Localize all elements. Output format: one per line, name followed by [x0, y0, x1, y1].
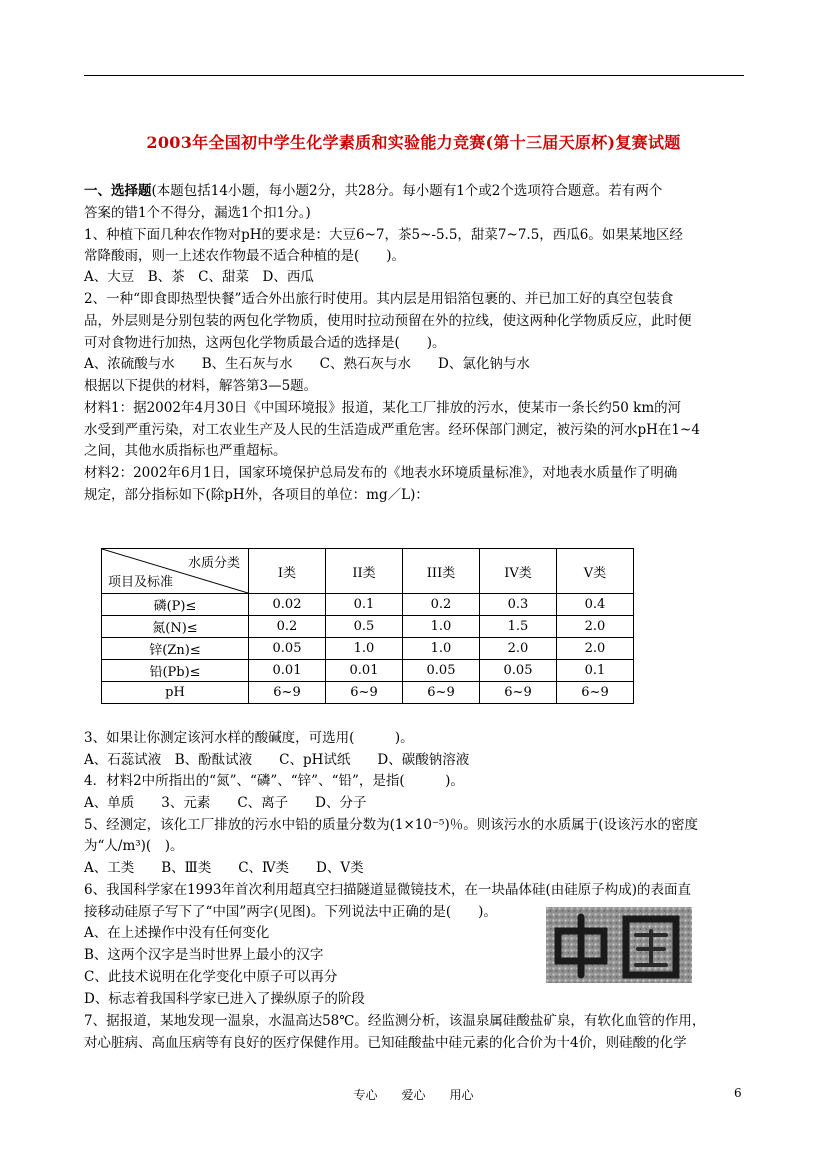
q7-line-2: 对心脏病、高血压病等有良好的医疗保健作用。已知硅酸盐中硅元素的化合价为十4价，则硅酸的化学: [84, 1035, 687, 1051]
table-cell: 0.4: [557, 594, 634, 616]
material2-line-1: 材料2：2002年6月1日，国家环境保护总局发布的《地表水环境质量标准》，对地表水质量作了明确: [84, 465, 678, 481]
table-cell: 0.2: [249, 616, 326, 638]
table-row: [102, 594, 634, 616]
table-cell: 0.05: [249, 638, 326, 660]
q1-options: A、大豆 B、茶 C、甜菜 D、西瓜: [84, 269, 314, 285]
q2-line-3: 可对食物进行加热，这两包化学物质最合适的选择是( )。: [84, 335, 446, 351]
material2-line-2: 规定，部分指标如下(除pH外，各项目的单位：mg／L)：: [84, 487, 429, 503]
section-heading: 一、选择题: [84, 183, 152, 199]
table-cell: 2.0: [557, 616, 634, 638]
table-cell: 0.5: [326, 616, 403, 638]
q7-line-1: 7、据报道，某地发现一温泉，水温高达58℃。经监测分析，该温泉属硅酸盐矿泉，有软化血管的作用，: [84, 1013, 706, 1029]
table-row: [102, 660, 634, 682]
q6-option-c: C、此技术说明在化学变化中原子可以再分: [84, 969, 338, 985]
corner-bottom-label: 项目及标准: [108, 575, 174, 590]
table-cell: 6~9: [249, 682, 326, 704]
q2-line-1: 2、一种“即食即热型快餐”适合外出旅行时使用。其内层是用铝箔包裹的、并已加工好的真空包装食: [84, 291, 674, 307]
table-cell: 0.01: [249, 660, 326, 682]
table-cell: 1.0: [403, 616, 480, 638]
page-title: 2003年全国初中学生化学素质和实验能力竞赛(第十三届天原杯)复赛试题: [146, 133, 681, 152]
q3-line-1: 3、如果让你测定该河水样的酸碱度，可选用( )。: [84, 730, 414, 746]
material-intro: 根据以下提供的材料，解答第3—5题。: [84, 378, 318, 394]
table-cell: 6~9: [557, 682, 634, 704]
table-cell: 1.0: [326, 638, 403, 660]
corner-top-label: 水质分类: [187, 556, 240, 571]
q6-option-d: D、标志着我国科学家已进入了操纵原子的阶段: [84, 991, 365, 1007]
q3-options: A、石蕊试液 B、酚酞试液 C、pH试纸 D、碳酸钠溶液: [84, 752, 470, 768]
column-header: V类: [557, 549, 634, 594]
section-intro-1: (本题包括14小题，每小题2分，共28分。每小题有1个或2个选项符合题意。若有两个: [151, 183, 663, 199]
table-cell: 1.0: [403, 638, 480, 660]
table-cell: 0.1: [326, 594, 403, 616]
material1-line-3: 之间，其他水质指标也严重超标。: [84, 443, 287, 459]
q6-line-2: 接移动硅原子写下了“中国”两字(见图)。下列说法中正确的是( )。: [84, 904, 497, 920]
table-cell: 0.05: [480, 660, 557, 682]
table-cell: 6~9: [326, 682, 403, 704]
footer-motto: 专心 爱心 用心: [353, 1088, 474, 1102]
table-cell: 0.05: [403, 660, 480, 682]
table-header-row: [102, 549, 634, 594]
table-cell: 0.01: [326, 660, 403, 682]
table-row: [102, 682, 634, 704]
table-row: [102, 638, 634, 660]
q2-options: A、浓硫酸与水 B、生石灰与水 C、熟石灰与水 D、氯化钠与水: [84, 356, 530, 372]
water-quality-table: [101, 548, 634, 704]
table-cell: 0.02: [249, 594, 326, 616]
section-intro-line-1: [84, 181, 662, 201]
column-header: III类: [403, 549, 480, 594]
page-number: 6: [734, 1086, 742, 1100]
stm-china-characters-image: [546, 907, 692, 983]
q5-line-1: 5、经测定，该化工厂排放的污水中铅的质量分数为(1×10⁻⁵)％。则该污水的水质属于(设该污水的密度: [84, 817, 699, 833]
column-header: I类: [249, 549, 326, 594]
q5-line-2: 为“人/m³)( )。: [84, 838, 184, 854]
section-intro-2: 答案的错1个不得分，漏选1个扣1分。): [84, 205, 311, 221]
q2-line-2: 品，外层则是分别包装的两包化学物质，使用时拉动预留在外的拉线，使这两种化学物质反应，此时便: [84, 313, 692, 329]
q6-option-a: A、在上述操作中没有任何变化: [84, 925, 270, 941]
material1-line-1: 材料1：据2002年4月30日《中国环境报》报道，某化工厂排放的污水，使某市一条长约50 km的河: [84, 400, 682, 416]
row-label: pH: [102, 682, 249, 704]
material1-line-2: 水受到严重污染，对工农业生产及人民的生活造成严重危害。经环保部门测定，被污染的河水pH在1~4: [84, 422, 700, 438]
table-corner-cell: [102, 549, 249, 594]
table-cell: 6~9: [480, 682, 557, 704]
q4-options: A、单质 3、元素 C、离子 D、分子: [84, 795, 367, 811]
row-label: 铅(Pb)≤: [102, 660, 249, 682]
q1-line-2: 常降酸雨，则一上述农作物最不适合种植的是( )。: [84, 248, 406, 264]
q6-option-b: B、这两个汉字是当时世界上最小的汉字: [84, 947, 324, 963]
row-label: 锌(Zn)≤: [102, 638, 249, 660]
table-cell: 0.2: [403, 594, 480, 616]
column-header: IV类: [480, 549, 557, 594]
stm-image-graphic: [546, 907, 692, 983]
table-cell: 0.1: [557, 660, 634, 682]
q1-line-1: 1、种植下面几种农作物对pH的要求是：大豆6~7，茶5~-5.5，甜菜7~7.5，西瓜6。如果某地区经: [84, 227, 683, 243]
q6-line-1: 6、我国科学家在1993年首次利用超真空扫描隧道显微镜技术，在一块晶体硅(由硅原子构成)的表面直: [84, 882, 691, 898]
q5-options: A、工类 B、Ⅲ类 C、Ⅳ类 D、V类: [84, 860, 364, 876]
table-cell: 6~9: [403, 682, 480, 704]
column-header: II类: [326, 549, 403, 594]
row-label: 氮(N)≤: [102, 616, 249, 638]
table-cell: 2.0: [480, 638, 557, 660]
row-label: 磷(P)≤: [102, 594, 249, 616]
table-cell: 1.5: [480, 616, 557, 638]
table-cell: 2.0: [557, 638, 634, 660]
table-row: [102, 616, 634, 638]
header-rule: [84, 75, 744, 76]
table-cell: 0.3: [480, 594, 557, 616]
q4-line-1: 4．材料2中所指出的“氮”、“磷”、“锌”、“铅”，是指( )。: [84, 773, 464, 789]
